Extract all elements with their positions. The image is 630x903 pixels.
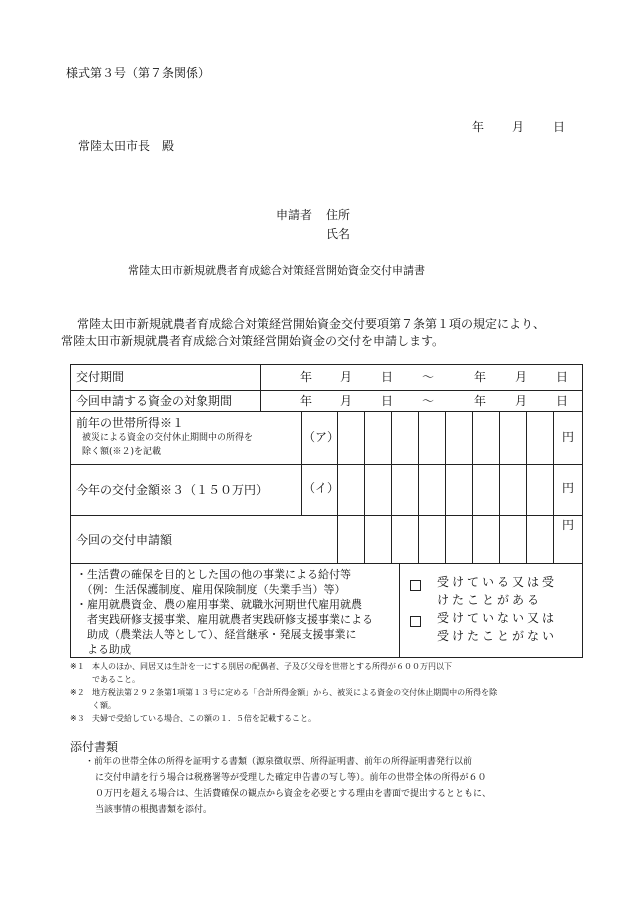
option-not-received-line-1: 受けていない又は (437, 611, 558, 625)
footnote-1-text: 本人のほか、同居又は生計を一にする別居の配偶者、子及び父母を世帯とする所得が６００万円以下 (92, 662, 452, 671)
period-start-day: 日 (381, 370, 394, 384)
date-day-label: 日 (553, 120, 566, 134)
target-start-day: 日 (381, 394, 394, 408)
prev-income-label: 前年の世帯所得※１ (76, 416, 185, 430)
option-received-line-2: けたことがある (437, 593, 543, 607)
mark-i: （イ） (303, 481, 340, 495)
footnote-3-text: 夫婦で受給している場合、この額の１．５倍を記載すること。 (92, 714, 316, 723)
footnote-2-mark: ※２ (70, 688, 85, 697)
intro-line-1: 常陸太田市新規就農者育成総合対策経営開始資金交付要項第７条第１項の規定により、 (77, 317, 546, 331)
mark-a: （ア） (303, 430, 340, 444)
prev-income-yen: 円 (562, 430, 575, 444)
applicant-name-label: 氏名 (326, 227, 351, 241)
footnote-2-text-2: く額。 (92, 701, 116, 710)
attachments-line-3: ０万円を超える場合は、生活費確保の観点から資金を必要とする理由を書面で提出するとともに、 (95, 789, 492, 799)
period-end-month: 月 (515, 370, 528, 384)
received-checkbox[interactable] (410, 577, 421, 593)
period-label: 交付期間 (76, 370, 125, 384)
option-received-line-1: 受けている又は受 (437, 575, 558, 589)
current-amount-label: 今年の交付金額※３（１５０万円） (76, 483, 269, 497)
benefits-line-5: 助成（農業法人等として）、経営継承・発展支援事業に (76, 628, 357, 641)
attachments-line-1: ・前年の世帯全体の所得を証明する書類（源泉徴収票、所得証明書、前年の所得証明書発行以前 (85, 757, 473, 767)
attachments-line-4: 当該事情の根拠書類を添付。 (95, 805, 213, 815)
not-received-checkbox[interactable] (410, 613, 421, 629)
period-end-year: 年 (474, 370, 487, 384)
benefits-line-4: 者実践研修支援事業、雇用就農者実践研修支援事業による (76, 613, 373, 626)
prev-income-note-2: 除く額(※２)を記載 (82, 447, 162, 457)
period-tilde: ～ (422, 370, 435, 384)
target-tilde: ～ (422, 394, 435, 408)
period-end-day: 日 (556, 370, 569, 384)
benefits-line-6: よる助成 (76, 643, 131, 656)
benefits-line-2: （例：生活保護制度、雇用保険制度（失業手当）等） (76, 583, 346, 596)
footnote-2-text: 地方税法第２９２条第1項第１３号に定める「合計所得金額」から、被災による資金の交付休止期間中の所得を除 (92, 688, 498, 697)
footnote-1-mark: ※１ (70, 662, 85, 671)
target-start-year: 年 (300, 394, 313, 408)
target-end-year: 年 (474, 394, 487, 408)
attachments-heading: 添付書類 (70, 740, 119, 754)
option-not-received-line-2: 受けたことがない (437, 629, 558, 643)
date-year-label: 年 (472, 120, 485, 134)
footnote-1-text-2: であること。 (92, 675, 140, 684)
attachments-line-2: に交付申請を行う場合は税務署等が受理した確定申告書の写し等）。前年の世帯全体の所得が６０ (95, 773, 487, 783)
form-number: 様式第３号（第７条関係） (66, 66, 211, 80)
target-end-day: 日 (556, 394, 569, 408)
period-start-month: 月 (340, 370, 353, 384)
applicant-label: 申請者 (276, 208, 313, 222)
footnote-3-mark: ※３ (70, 714, 85, 723)
benefits-line-3: ・雇用就農資金、農の雇用事業、就職氷河期世代雇用就農 (76, 598, 362, 611)
request-amount-label: 今回の交付申請額 (76, 533, 173, 547)
target-start-month: 月 (340, 394, 353, 408)
intro-line-2: 常陸太田市新規就農者育成総合対策経営開始資金の交付を申請します。 (61, 334, 445, 348)
date-month-label: 月 (512, 120, 525, 134)
request-amount-yen: 円 (562, 518, 575, 532)
addressee: 常陸太田市長 殿 (78, 139, 175, 153)
target-period-label: 今回申請する資金の対象期間 (76, 394, 233, 408)
document-title: 常陸太田市新規就農者育成総合対策経営開始資金交付申請書 (128, 264, 425, 277)
period-start-year: 年 (300, 370, 313, 384)
applicant-address-label: 住所 (326, 208, 351, 222)
target-end-month: 月 (515, 394, 528, 408)
application-table (70, 364, 583, 658)
prev-income-note-1: 被災による資金の交付休止期間中の所得を (82, 433, 254, 443)
benefits-line-1: ・生活費の確保を目的とした国の他の事業による給付等 (76, 568, 351, 581)
current-amount-yen: 円 (562, 481, 575, 495)
